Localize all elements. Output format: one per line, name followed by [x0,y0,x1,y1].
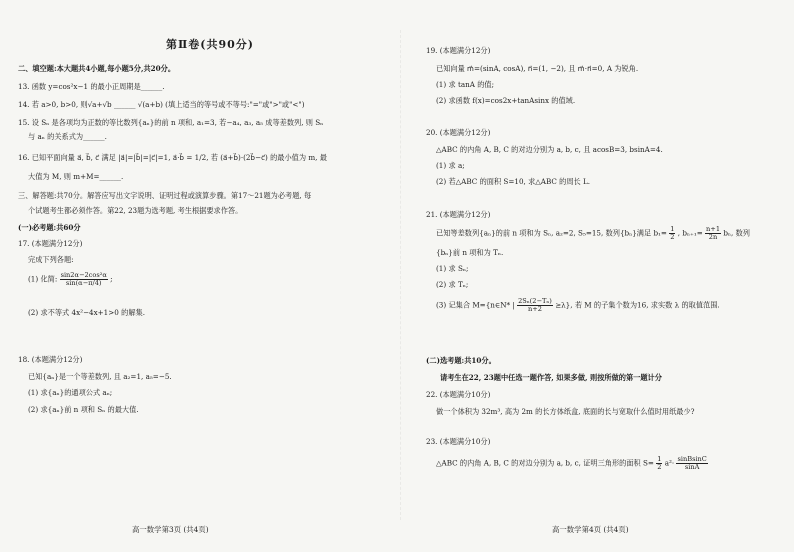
fraction-denominator: 2 [670,232,675,241]
question-18-heading: 18. (本题满分12分) [18,355,83,364]
fraction-numerator: 1 [657,455,662,463]
fraction-numerator: sin2α−2cos²α [60,271,107,279]
fraction-numerator: 2Sₙ(2−Tₙ) [518,297,552,305]
question-14: 14. 若 a>0, b>0, 则√a+√b ______ √(a+b) (填上适当的等号或不等号:"="或">"或"<") [18,100,305,109]
q21-part-3-end: ≥λ}, 若 M 的子集个数为16, 求实数 λ 的取值范围. [555,300,720,310]
question-21-intro-line-2: {bₙ}前 n 项和为 Tₙ. [436,248,504,257]
question-20-intro: △ABC 的内角 A, B, C 的对边分别为 a, b, c, 且 acosB=3, bsinA=4. [436,145,663,154]
fraction-denominator: sinA [684,462,700,471]
recurrence-fraction [705,226,721,241]
fraction-denominator: n+2 [527,304,542,313]
page-4 [426,0,780,552]
set-condition-fraction [517,298,553,313]
question-17-heading: 17. (本题满分12分) [18,239,83,248]
part-1-end: ; [110,274,113,284]
q21-part-3-start: (3) 记集合 M={n∈N* | [436,300,515,310]
question-20-part-1: (1) 求 a; [436,161,465,170]
answer-section-line-1: 三、解答题:共70分。解答应写出文字说明、证明过程或演算步骤。第17～21题为必考题, 每 [18,191,312,200]
page-3-footer: 高一数学第3页 (共4页) [132,525,209,534]
question-18-intro: 已知{aₙ}是一个等差数列, 且 a₂=1, a₅=−5. [28,372,172,381]
question-17-part-1 [28,272,113,287]
question-21-heading: 21. (本题满分12分) [426,210,491,219]
optional-heading: (二)选考题:共10分。 [426,356,496,365]
page-3 [18,0,388,552]
fraction-denominator: 2n [708,232,718,241]
question-20-part-2: (2) 若△ABC 的面积 S=10, 求△ABC 的周长 L. [436,177,591,186]
question-19-intro: 已知向量 m⃗=(sinA, cosA), n⃗=(1, −2), 且 m⃗·n⃗=0, A 为锐角. [436,64,639,73]
question-19-part-2: (2) 求函数 f(x)=cos2x+tanAsinx 的值域. [436,96,576,105]
question-21-intro-line-1 [436,226,750,241]
question-18-part-2: (2) 求{aₙ}前 n 项和 Sₙ 的最大值. [28,405,139,414]
fraction-numerator: sinBsinC [677,455,707,463]
simplify-fraction [60,272,108,287]
question-22-text: 做一个体积为 32m³, 高为 2m 的长方体纸盒, 底面的长与宽取什么值时用纸最少? [436,407,695,416]
question-13: 13. 函数 y=cos²x−1 的最小正周期是______. [18,82,165,91]
question-20-heading: 20. (本题满分12分) [426,128,491,137]
fraction-denominator: 2 [657,462,662,471]
answer-section-line-2: 个试题考生都必须作答。第22, 23题为选考题, 考生根据要求作答。 [28,206,243,215]
page-divider [400,30,401,520]
question-15-line-1: 15. 设 Sₙ 是各项均为正数的等比数列{aₙ}的前 n 项和, a₁=3, 若−a₄, a₃, a₅ 成等差数列, 则 Sₙ [18,118,324,127]
part-1-label: (1) 化简: [28,274,58,284]
question-17-part-2: (2) 求不等式 4x²−4x+1>0 的解集. [28,308,145,317]
required-heading: (一)必考题:共60分 [18,223,81,232]
question-16-line-2: 大值为 M, 则 m+M=______. [28,172,124,181]
q21-text-end: bₙ, 数列 [723,228,750,238]
question-17-intro: 完成下列各题: [28,255,74,264]
question-19-heading: 19. (本题满分12分) [426,46,491,55]
question-19-part-1: (1) 求 tanA 的值; [436,80,495,89]
section-title: 第Ⅱ卷(共90分) [166,38,254,51]
question-23-heading: 23. (本题满分10分) [426,437,491,446]
question-23-text [436,456,708,471]
question-21-part-1: (1) 求 Sₙ; [436,264,469,273]
b1-fraction [669,226,675,241]
q23-text-middle: a²· [664,458,675,468]
optional-note: 请考生在22, 23题中任选一题作答, 如果多做, 则按所做的第一题计分 [440,373,662,382]
q21-text-middle: , bₙ₊₁= [677,228,703,238]
fraction-numerator: n+1 [706,225,721,233]
fraction-numerator: 1 [670,225,675,233]
sine-ratio-fraction [676,456,707,471]
fraction-denominator: sin(α−π/4) [65,278,102,287]
question-15-line-2: 与 aₙ 的关系式为______. [28,132,107,141]
question-21-part-3 [436,298,720,313]
q23-text-start: △ABC 的内角 A, B, C 的对边分别为 a, b, c, 证明三角形的面积 S= [436,458,654,468]
question-18-part-1: (1) 求{aₙ}的通项公式 aₙ; [28,388,113,397]
fill-in-heading: 二、填空题:本大题共4小题,每小题5分,共20分。 [18,64,176,73]
question-16-line-1: 16. 已知平面向量 a⃗, b⃗, c⃗ 满足 |a⃗|=|b⃗|=|c⃗|=1, a⃗·b⃗ = 1/2, 若 (a⃗+b⃗)·(2b⃗−c⃗) 的最小值为 m, 最 [18,153,327,162]
question-22-heading: 22. (本题满分10分) [426,390,491,399]
page-4-footer: 高一数学第4页 (共4页) [552,525,629,534]
q21-text-start: 已知等差数列{aₙ}的前 n 项和为 Sₙ, a₂=2, S₅=15, 数列{bₙ}满足 b₁= [436,228,667,238]
half-fraction [656,456,662,471]
question-21-part-2: (2) 求 Tₙ; [436,280,469,289]
